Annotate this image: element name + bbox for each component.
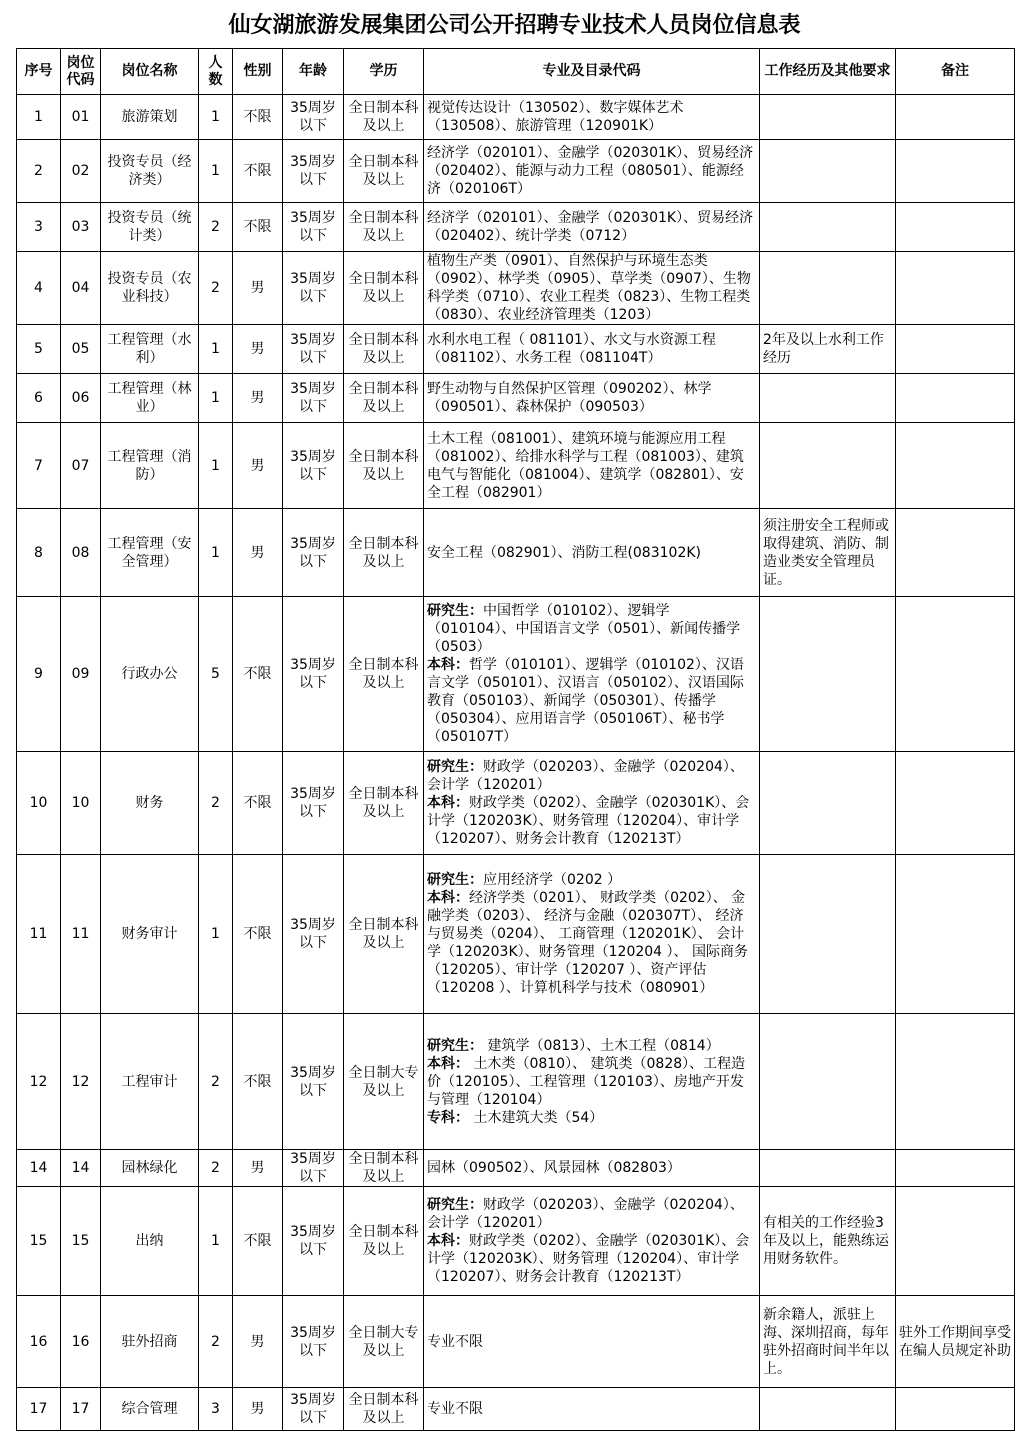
cell-age: 35周岁以下 xyxy=(283,203,344,252)
major-text: 专业不限 xyxy=(427,1401,483,1417)
major-text: 专业不限 xyxy=(427,1333,483,1350)
cell-major xyxy=(424,423,760,509)
cell-seq: 10 xyxy=(17,752,61,855)
cell-major xyxy=(424,203,760,252)
major-text: 经济学（020101）、金融学（020301K）、贸易经济（020402）、统计学类（0712） xyxy=(427,210,754,244)
cell-age: 35周岁以下 xyxy=(283,509,344,597)
cell-code: 15 xyxy=(61,1187,101,1296)
table-row xyxy=(17,252,1015,325)
cell-name: 财务 xyxy=(101,752,199,855)
cell-note xyxy=(896,855,1015,1014)
header-code: 岗位代码 xyxy=(61,49,101,95)
cell-seq: 3 xyxy=(17,203,61,252)
table-row xyxy=(17,1150,1015,1187)
cell-count: 3 xyxy=(199,1388,233,1431)
cell-note xyxy=(896,1388,1015,1431)
major-level-label: 本科： xyxy=(427,890,469,906)
cell-name: 综合管理 xyxy=(101,1388,199,1431)
cell-count: 1 xyxy=(199,325,233,374)
cell-seq: 2 xyxy=(17,140,61,203)
cell-major xyxy=(424,95,760,140)
major-text: 土木类（0810）、 建筑类（0828）、工程造价（120105）、工程管理（120103）、房地产开发与管理（120104） xyxy=(427,1055,746,1108)
cell-seq: 15 xyxy=(17,1187,61,1296)
major-segment xyxy=(427,1037,756,1055)
cell-count: 1 xyxy=(199,374,233,423)
major-text: 经济学（020101）、金融学（020301K）、贸易经济（020402）、能源与动力工程（080501）、能源经济（020106T） xyxy=(427,145,754,197)
header-count: 人数 xyxy=(199,49,233,95)
major-segment xyxy=(427,544,756,562)
major-level-label: 研究生： xyxy=(427,603,483,619)
cell-gender: 男 xyxy=(233,1388,283,1431)
cell-name: 工程管理（林业） xyxy=(101,374,199,423)
major-segment xyxy=(427,656,756,746)
cell-count: 2 xyxy=(199,752,233,855)
cell-seq: 6 xyxy=(17,374,61,423)
cell-exp xyxy=(760,95,896,140)
cell-seq: 5 xyxy=(17,325,61,374)
major-level-label: 研究生： xyxy=(427,1197,483,1213)
cell-age: 35周岁以下 xyxy=(283,855,344,1014)
major-level-label: 研究生： xyxy=(427,872,483,888)
cell-note xyxy=(896,1014,1015,1150)
major-text: 植物生产类（0901）、自然保护与环境生态类（0902）、林学类（0905）、草学类（0907）、生物科学类（0710）、农业工程类（0823）、生物工程类（0830）、农业经济管理类（1203） xyxy=(427,253,751,323)
cell-age: 35周岁以下 xyxy=(283,1187,344,1296)
major-text: 经济学类（0201）、 财政学类（0202）、 金融学类（0203）、 经济与金融（020307T）、 经济与贸易类（0204）、 工商管理（120201K）、 会计学（120203K）、财务管理（120204 ）、 国际商务（120205）、审计学（120207 ）、资产评估（120208 ）、计算机科学与技术（080901） xyxy=(427,890,748,996)
major-segment xyxy=(427,144,756,198)
cell-age: 35周岁以下 xyxy=(283,1296,344,1388)
cell-major xyxy=(424,325,760,374)
cell-major xyxy=(424,752,760,855)
cell-name: 出纳 xyxy=(101,1187,199,1296)
major-segment xyxy=(427,331,756,367)
cell-edu: 全日制本科及以上 xyxy=(344,752,424,855)
cell-exp xyxy=(760,203,896,252)
cell-major xyxy=(424,597,760,752)
cell-gender: 不限 xyxy=(233,1187,283,1296)
job-table xyxy=(16,48,1015,1431)
cell-gender: 不限 xyxy=(233,203,283,252)
cell-exp xyxy=(760,140,896,203)
major-segment xyxy=(427,1400,756,1418)
cell-code: 17 xyxy=(61,1388,101,1431)
table-row xyxy=(17,1014,1015,1150)
cell-gender: 男 xyxy=(233,423,283,509)
cell-note xyxy=(896,203,1015,252)
major-level-label: 专科： xyxy=(427,1109,469,1126)
cell-exp: 有相关的工作经验3年及以上，能熟练运用财务软件。 xyxy=(760,1187,896,1296)
cell-exp xyxy=(760,752,896,855)
cell-gender: 不限 xyxy=(233,597,283,752)
cell-name: 投资专员（统计类） xyxy=(101,203,199,252)
major-segment xyxy=(427,380,756,416)
header-major: 专业及目录代码 xyxy=(424,49,760,95)
major-text: 园林（090502）、风景园林（082803） xyxy=(427,1160,681,1176)
cell-seq: 1 xyxy=(17,95,61,140)
major-level-label: 本科： xyxy=(427,795,469,811)
cell-exp xyxy=(760,1388,896,1431)
major-text: 建筑学（0813）、土木工程（0814） xyxy=(483,1037,720,1054)
cell-edu: 全日制本科及以上 xyxy=(344,95,424,140)
cell-age: 35周岁以下 xyxy=(283,374,344,423)
table-row xyxy=(17,752,1015,855)
cell-gender: 不限 xyxy=(233,140,283,203)
major-level-label: 研究生： xyxy=(427,759,483,775)
cell-gender: 男 xyxy=(233,1150,283,1187)
major-segment xyxy=(427,1333,756,1351)
cell-code: 06 xyxy=(61,374,101,423)
header-row xyxy=(17,49,1015,95)
cell-count: 2 xyxy=(199,1014,233,1150)
cell-count: 1 xyxy=(199,95,233,140)
cell-exp xyxy=(760,423,896,509)
cell-code: 02 xyxy=(61,140,101,203)
cell-age: 35周岁以下 xyxy=(283,597,344,752)
cell-name: 园林绿化 xyxy=(101,1150,199,1187)
cell-seq: 14 xyxy=(17,1150,61,1187)
cell-note xyxy=(896,252,1015,325)
table-row xyxy=(17,140,1015,203)
major-level-label: 本科： xyxy=(427,1233,469,1249)
major-text: 财政学类（0202）、金融学（020301K）、会计学（120203K）、财务管理（120204）、审计学（120207）、财务会计教育（120213T） xyxy=(427,1233,750,1285)
cell-exp: 新余籍人，派驻上海、深圳招商，每年驻外招商时间半年以上。 xyxy=(760,1296,896,1388)
cell-major xyxy=(424,509,760,597)
cell-edu: 全日制本科及以上 xyxy=(344,140,424,203)
cell-note xyxy=(896,1187,1015,1296)
cell-gender: 不限 xyxy=(233,95,283,140)
cell-gender: 不限 xyxy=(233,1014,283,1150)
cell-count: 1 xyxy=(199,509,233,597)
major-text: 安全工程（082901）、消防工程(083102K) xyxy=(427,544,701,561)
header-note: 备注 xyxy=(896,49,1015,95)
cell-note xyxy=(896,423,1015,509)
cell-name: 工程管理（消防） xyxy=(101,423,199,509)
cell-count: 1 xyxy=(199,1187,233,1296)
cell-edu: 全日制本科及以上 xyxy=(344,509,424,597)
cell-seq: 16 xyxy=(17,1296,61,1388)
cell-code: 07 xyxy=(61,423,101,509)
major-segment xyxy=(427,758,756,794)
cell-age: 35周岁以下 xyxy=(283,325,344,374)
cell-gender: 不限 xyxy=(233,855,283,1014)
cell-edu: 全日制本科及以上 xyxy=(344,597,424,752)
cell-code: 04 xyxy=(61,252,101,325)
cell-edu: 全日制大专及以上 xyxy=(344,1014,424,1150)
major-text: 应用经济学（0202 ） xyxy=(483,872,622,888)
cell-age: 35周岁以下 xyxy=(283,423,344,509)
major-text: 哲学（010101）、逻辑学（010102）、汉语言文学（050101）、汉语言（050102）、汉语国际教育（050103）、新闻学（050301）、传播学（050304）、应用语言学（050106T）、秘书学（050107T） xyxy=(427,657,744,745)
cell-major xyxy=(424,140,760,203)
cell-exp xyxy=(760,597,896,752)
cell-edu: 全日制本科及以上 xyxy=(344,1388,424,1431)
major-segment xyxy=(427,1055,756,1109)
header-age: 年龄 xyxy=(283,49,344,95)
cell-exp xyxy=(760,374,896,423)
cell-gender: 男 xyxy=(233,252,283,325)
cell-name: 驻外招商 xyxy=(101,1296,199,1388)
table-row xyxy=(17,1296,1015,1388)
cell-code: 05 xyxy=(61,325,101,374)
table-row xyxy=(17,374,1015,423)
cell-major xyxy=(424,1014,760,1150)
major-text: 水利水电工程（ 081101）、水文与水资源工程（081102）、水务工程（081104T） xyxy=(427,332,716,366)
header-gender: 性别 xyxy=(233,49,283,95)
cell-note xyxy=(896,95,1015,140)
cell-exp xyxy=(760,1014,896,1150)
cell-note xyxy=(896,597,1015,752)
cell-name: 工程管理（水利） xyxy=(101,325,199,374)
cell-edu: 全日制本科及以上 xyxy=(344,325,424,374)
cell-edu: 全日制本科及以上 xyxy=(344,252,424,325)
major-text: 土木建筑大类（54） xyxy=(469,1109,604,1126)
table-row xyxy=(17,597,1015,752)
cell-name: 投资专员（经济类） xyxy=(101,140,199,203)
cell-seq: 11 xyxy=(17,855,61,1014)
cell-gender: 男 xyxy=(233,325,283,374)
cell-major xyxy=(424,855,760,1014)
major-segment xyxy=(427,430,756,502)
cell-age: 35周岁以下 xyxy=(283,1014,344,1150)
cell-exp xyxy=(760,855,896,1014)
cell-name: 工程审计 xyxy=(101,1014,199,1150)
major-text: 财政学（020203）、金融学（020204）、会计学（120201） xyxy=(427,1197,744,1231)
cell-count: 1 xyxy=(199,855,233,1014)
cell-edu: 全日制本科及以上 xyxy=(344,374,424,423)
cell-edu: 全日制本科及以上 xyxy=(344,1150,424,1187)
major-text: 中国哲学（010102）、逻辑学（010104）、中国语言文学（0501）、新闻传播学（0503） xyxy=(427,603,741,655)
major-segment xyxy=(427,794,756,848)
header-seq: 序号 xyxy=(17,49,61,95)
major-segment xyxy=(427,1232,756,1286)
cell-age: 35周岁以下 xyxy=(283,1150,344,1187)
cell-age: 35周岁以下 xyxy=(283,752,344,855)
major-segment xyxy=(427,1109,756,1127)
header-name: 岗位名称 xyxy=(101,49,199,95)
cell-gender: 不限 xyxy=(233,752,283,855)
cell-note xyxy=(896,1150,1015,1187)
cell-gender: 男 xyxy=(233,509,283,597)
cell-edu: 全日制本科及以上 xyxy=(344,1187,424,1296)
cell-edu: 全日制本科及以上 xyxy=(344,855,424,1014)
cell-count: 2 xyxy=(199,1296,233,1388)
cell-exp: 须注册安全工程师或取得建筑、消防、制造业类安全管理员证。 xyxy=(760,509,896,597)
cell-name: 工程管理（安全管理） xyxy=(101,509,199,597)
cell-count: 1 xyxy=(199,140,233,203)
cell-major xyxy=(424,252,760,325)
cell-note: 驻外工作期间享受在编人员规定补助 xyxy=(896,1296,1015,1388)
table-row xyxy=(17,95,1015,140)
major-segment xyxy=(427,99,756,135)
cell-count: 2 xyxy=(199,252,233,325)
cell-age: 35周岁以下 xyxy=(283,1388,344,1431)
major-level-label: 本科： xyxy=(427,657,469,673)
cell-code: 01 xyxy=(61,95,101,140)
major-segment xyxy=(427,602,756,656)
major-level-label: 研究生： xyxy=(427,1037,483,1054)
cell-edu: 全日制本科及以上 xyxy=(344,203,424,252)
major-text: 视觉传达设计（130502）、数字媒体艺术（130508）、旅游管理（120901K） xyxy=(427,100,684,134)
cell-major xyxy=(424,1296,760,1388)
cell-count: 5 xyxy=(199,597,233,752)
table-row xyxy=(17,423,1015,509)
cell-major xyxy=(424,1150,760,1187)
major-level-label: 本科： xyxy=(427,1055,469,1072)
cell-major xyxy=(424,374,760,423)
cell-edu: 全日制大专及以上 xyxy=(344,1296,424,1388)
cell-exp xyxy=(760,252,896,325)
cell-edu: 全日制本科及以上 xyxy=(344,423,424,509)
cell-exp xyxy=(760,1150,896,1187)
major-segment xyxy=(427,871,756,889)
header-exp: 工作经历及其他要求 xyxy=(760,49,896,95)
cell-count: 1 xyxy=(199,423,233,509)
major-segment xyxy=(427,1159,756,1177)
cell-age: 35周岁以下 xyxy=(283,140,344,203)
cell-code: 12 xyxy=(61,1014,101,1150)
cell-count: 2 xyxy=(199,1150,233,1187)
table-row xyxy=(17,1187,1015,1296)
cell-note xyxy=(896,509,1015,597)
major-text: 财政学类（0202）、金融学（020301K）、会计学（120203K）、财务管理（120204）、审计学（120207）、财务会计教育（120213T） xyxy=(427,795,750,847)
major-segment xyxy=(427,1196,756,1232)
cell-note xyxy=(896,752,1015,855)
major-text: 野生动物与自然保护区管理（090202）、林学（090501）、森林保护（090503） xyxy=(427,381,712,415)
cell-note xyxy=(896,325,1015,374)
cell-code: 08 xyxy=(61,509,101,597)
cell-code: 03 xyxy=(61,203,101,252)
page-title: 仙女湖旅游发展集团公司公开招聘专业技术人员岗位信息表 xyxy=(228,13,801,38)
cell-gender: 男 xyxy=(233,374,283,423)
cell-seq: 17 xyxy=(17,1388,61,1431)
cell-note xyxy=(896,140,1015,203)
cell-seq: 4 xyxy=(17,252,61,325)
cell-seq: 8 xyxy=(17,509,61,597)
cell-major xyxy=(424,1388,760,1431)
cell-exp: 2年及以上水利工作经历 xyxy=(760,325,896,374)
major-text: 财政学（020203）、金融学（020204）、会计学（120201） xyxy=(427,759,744,793)
cell-seq: 9 xyxy=(17,597,61,752)
major-segment xyxy=(427,209,756,245)
major-segment xyxy=(427,889,756,997)
cell-code: 11 xyxy=(61,855,101,1014)
cell-code: 09 xyxy=(61,597,101,752)
table-row xyxy=(17,509,1015,597)
cell-major xyxy=(424,1187,760,1296)
cell-seq: 12 xyxy=(17,1014,61,1150)
cell-code: 14 xyxy=(61,1150,101,1187)
cell-seq: 7 xyxy=(17,423,61,509)
major-segment xyxy=(427,252,756,324)
table-row xyxy=(17,855,1015,1014)
cell-name: 投资专员（农业科技） xyxy=(101,252,199,325)
major-text: 土木工程（081001）、建筑环境与能源应用工程（081002）、给排水科学与工程（081003）、建筑电气与智能化（081004）、建筑学（082801）、安全工程（082901） xyxy=(427,430,744,501)
cell-age: 35周岁以下 xyxy=(283,252,344,325)
header-edu: 学历 xyxy=(344,49,424,95)
table-row xyxy=(17,1388,1015,1431)
cell-name: 行政办公 xyxy=(101,597,199,752)
cell-count: 2 xyxy=(199,203,233,252)
table-row xyxy=(17,325,1015,374)
cell-code: 16 xyxy=(61,1296,101,1388)
cell-name: 旅游策划 xyxy=(101,95,199,140)
cell-name: 财务审计 xyxy=(101,855,199,1014)
cell-age: 35周岁以下 xyxy=(283,95,344,140)
table-row xyxy=(17,203,1015,252)
cell-code: 10 xyxy=(61,752,101,855)
cell-note xyxy=(896,374,1015,423)
cell-gender: 男 xyxy=(233,1296,283,1388)
